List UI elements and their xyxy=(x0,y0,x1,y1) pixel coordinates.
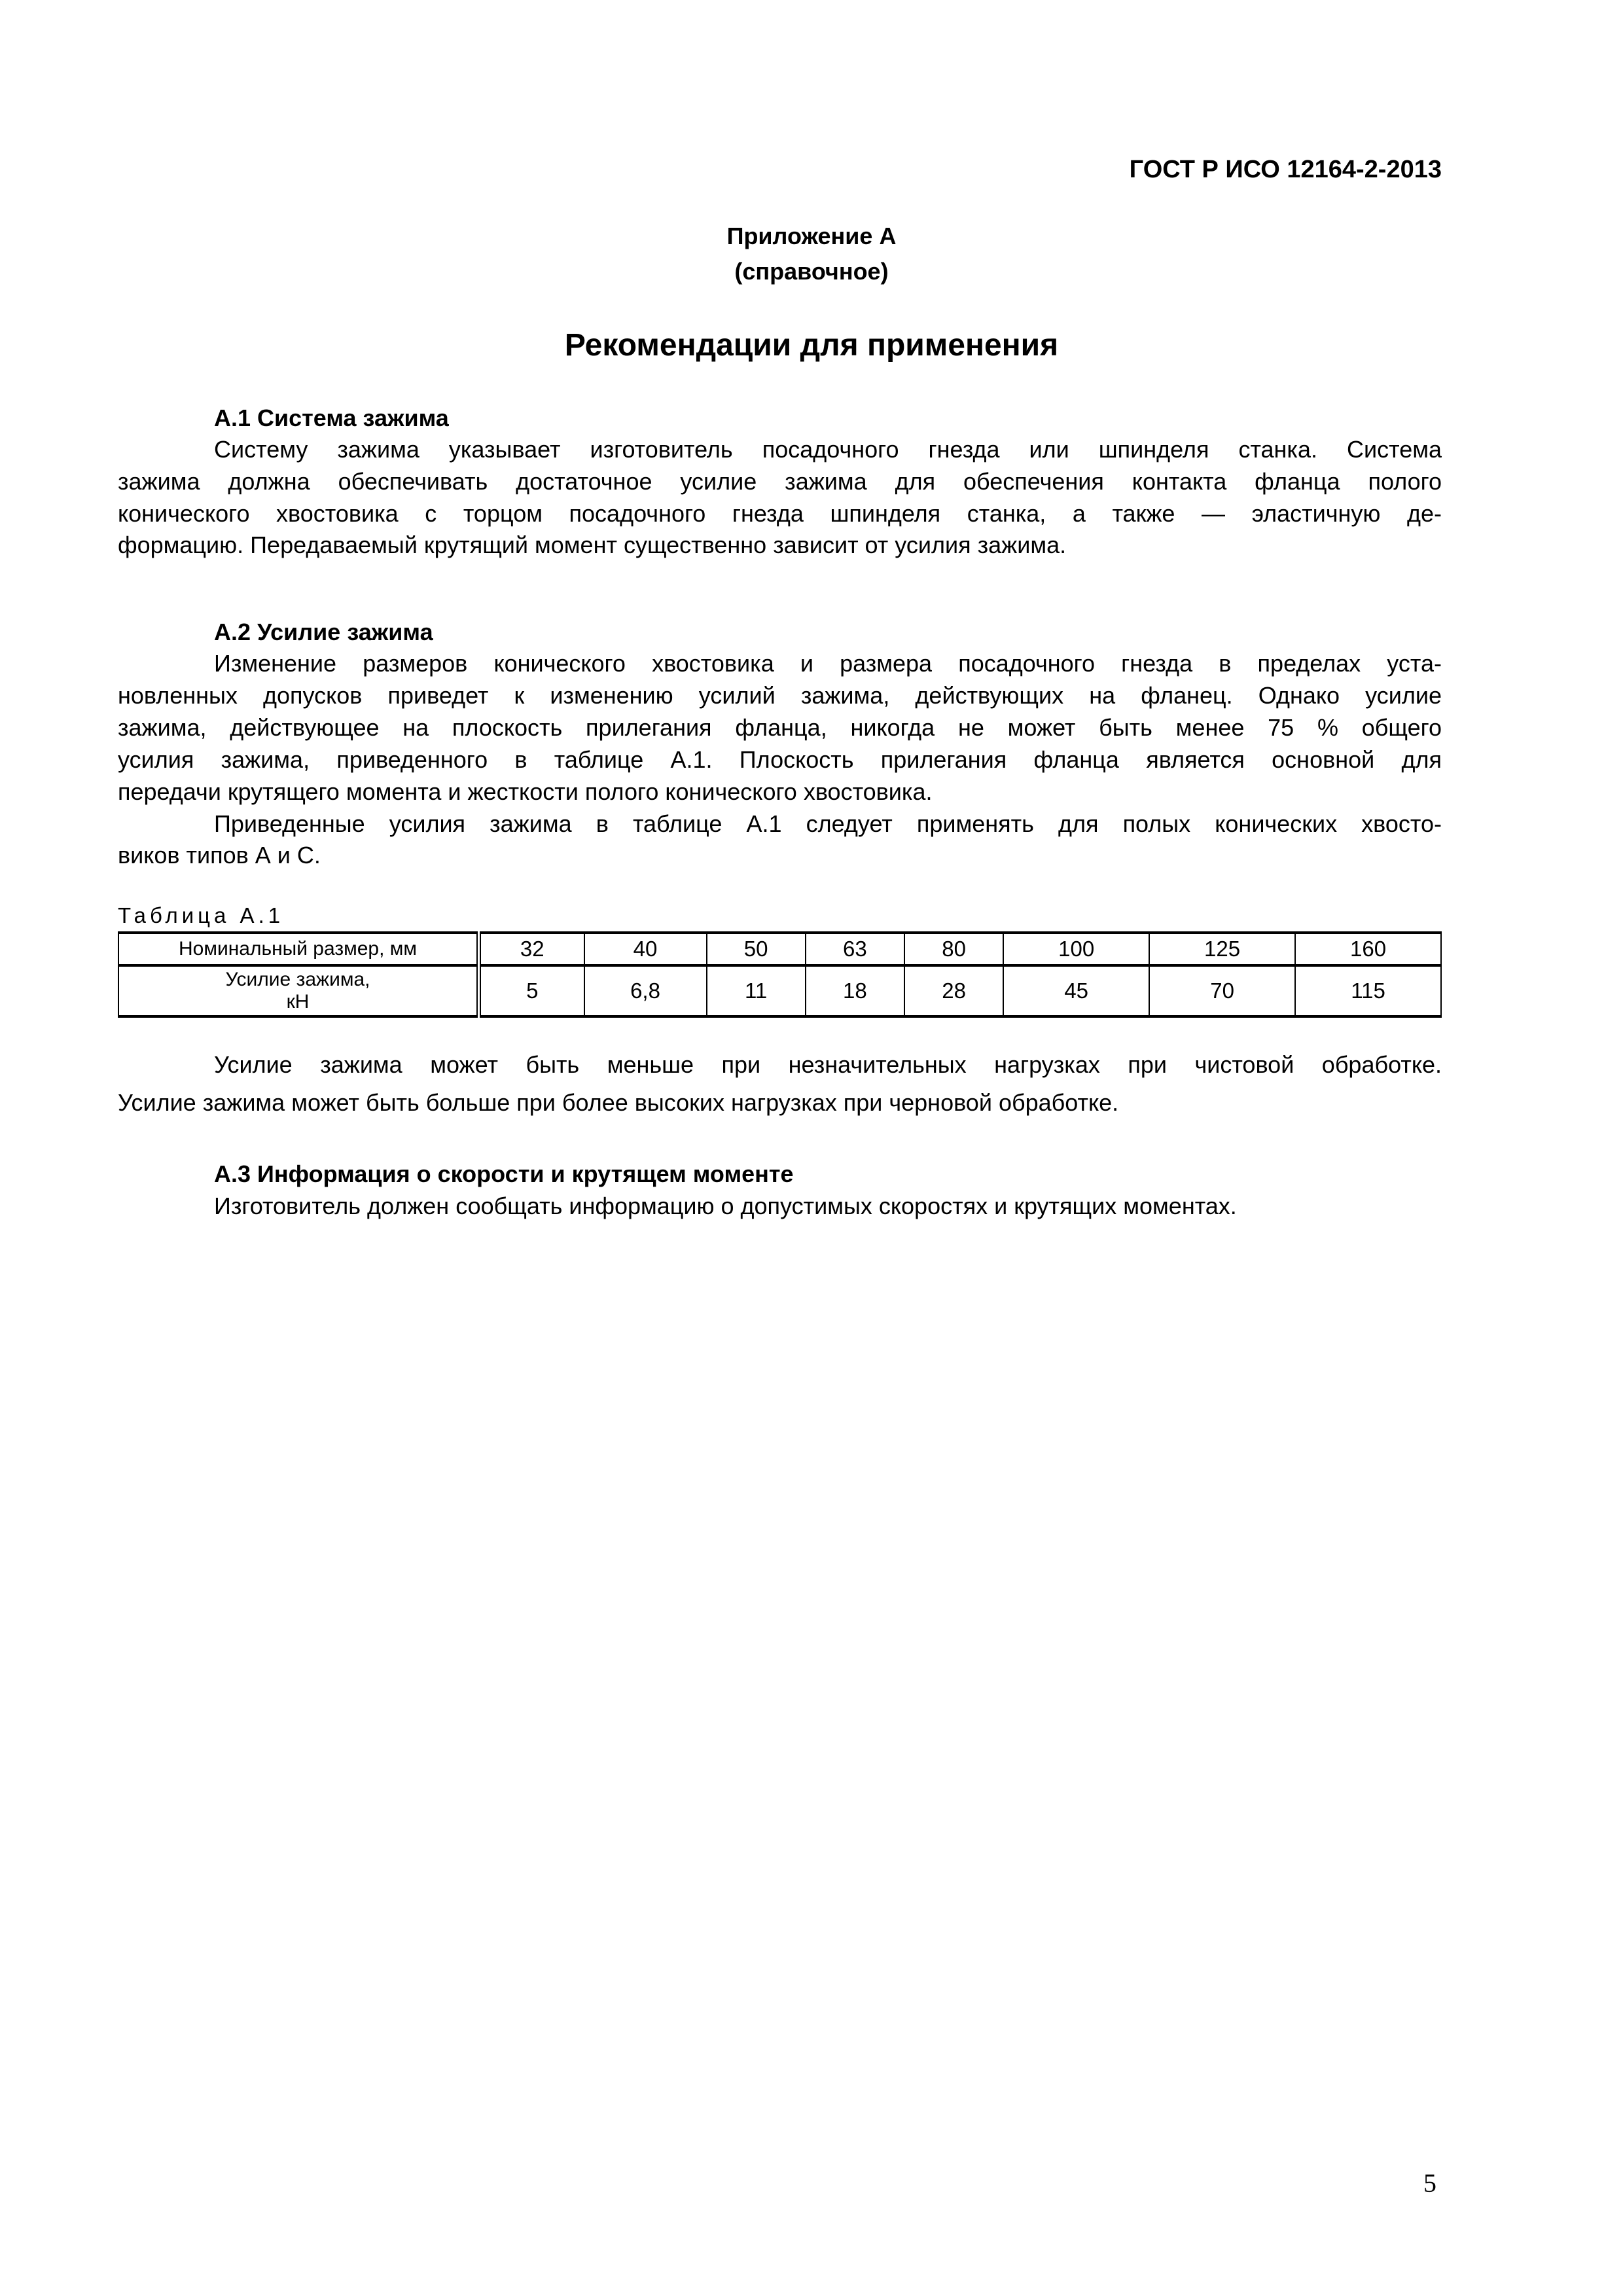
paragraph-line: Приведенные усилия зажима в таблице А.1 следует применять для полых конических хвосто- xyxy=(214,810,1442,837)
row-header xyxy=(118,965,479,1016)
table-cell: 45 xyxy=(1003,965,1149,1016)
table-cell: 115 xyxy=(1295,965,1441,1016)
table-cell: 100 xyxy=(1003,933,1149,965)
paragraph-line: виков типов А и С. xyxy=(118,842,321,869)
table-cell: 63 xyxy=(806,933,904,965)
clamping-force-table xyxy=(118,931,1442,1018)
table-cell: 50 xyxy=(707,933,806,965)
paragraph-line: формацию. Передаваемый крутящий момент существенно зависит от усилия зажима. xyxy=(118,531,1067,558)
table-row xyxy=(118,965,1441,1016)
table-cell: 70 xyxy=(1149,965,1295,1016)
paragraph-line: усилия зажима, приведенного в таблице А.1. Плоскость прилегания фланца является основной для xyxy=(118,746,1442,773)
page-number: 5 xyxy=(1423,2168,1436,2198)
table-cell: 80 xyxy=(904,933,1003,965)
paragraph-line: передачи крутящего момента и жесткости полого конического хвостовика. xyxy=(118,778,933,805)
table-row xyxy=(118,933,1441,965)
row-header-line: кН xyxy=(286,991,310,1013)
table-cell: 5 xyxy=(479,965,584,1016)
paragraph-line: Систему зажима указывает изготовитель посадочного гнезда или шпинделя станка. Система xyxy=(214,436,1442,463)
paragraph-line: Изготовитель должен сообщать информацию о допустимых скоростях и крутящих моментах. xyxy=(214,1193,1237,1219)
paragraph-line: Изменение размеров конического хвостовика и размера посадочного гнезда в пределах уста- xyxy=(214,650,1442,677)
section-a3-heading: А.3 Информация о скорости и крутящем моменте xyxy=(214,1160,794,1187)
table-cell: 160 xyxy=(1295,933,1441,965)
table-cell: 18 xyxy=(806,965,904,1016)
appendix-type: (справочное) xyxy=(734,258,889,285)
page-title: Рекомендации для применения xyxy=(564,328,1059,363)
document-code: ГОСТ Р ИСО 12164-2-2013 xyxy=(1129,156,1442,183)
paragraph-line: Усилие зажима может быть больше при более высоких нагрузках при черновой обработке. xyxy=(118,1089,1119,1116)
section-a2-heading: А.2 Усилие зажима xyxy=(214,619,433,645)
table-cell: 6,8 xyxy=(584,965,707,1016)
table-cell: 28 xyxy=(904,965,1003,1016)
table-caption: Таблица А.1 xyxy=(118,903,285,927)
table-cell: 32 xyxy=(479,933,584,965)
paragraph-line: зажима должна обеспечивать достаточное усилие зажима для обеспечения контакта фланца полого xyxy=(118,468,1442,495)
table-cell: 125 xyxy=(1149,933,1295,965)
row-header-line: Усилие зажима, xyxy=(225,969,370,990)
paragraph-line: Усилие зажима может быть меньше при незначительных нагрузках при чистовой обработке. xyxy=(214,1051,1442,1078)
table-cell: 11 xyxy=(707,965,806,1016)
row-header: Номинальный размер, мм xyxy=(118,933,479,965)
paragraph-line: конического хвостовика с торцом посадочного гнезда шпинделя станка, а также — эластичную де- xyxy=(118,500,1442,527)
table-cell: 40 xyxy=(584,933,707,965)
section-a1-heading: А.1 Система зажима xyxy=(214,404,449,431)
paragraph-line: зажима, действующее на плоскость прилегания фланца, никогда не может быть менее 75 % общего xyxy=(118,714,1442,741)
appendix-label: Приложение А xyxy=(726,223,897,249)
paragraph-line: новленных допусков приведет к изменению усилий зажима, действующих на фланец. Однако усилие xyxy=(118,682,1442,709)
